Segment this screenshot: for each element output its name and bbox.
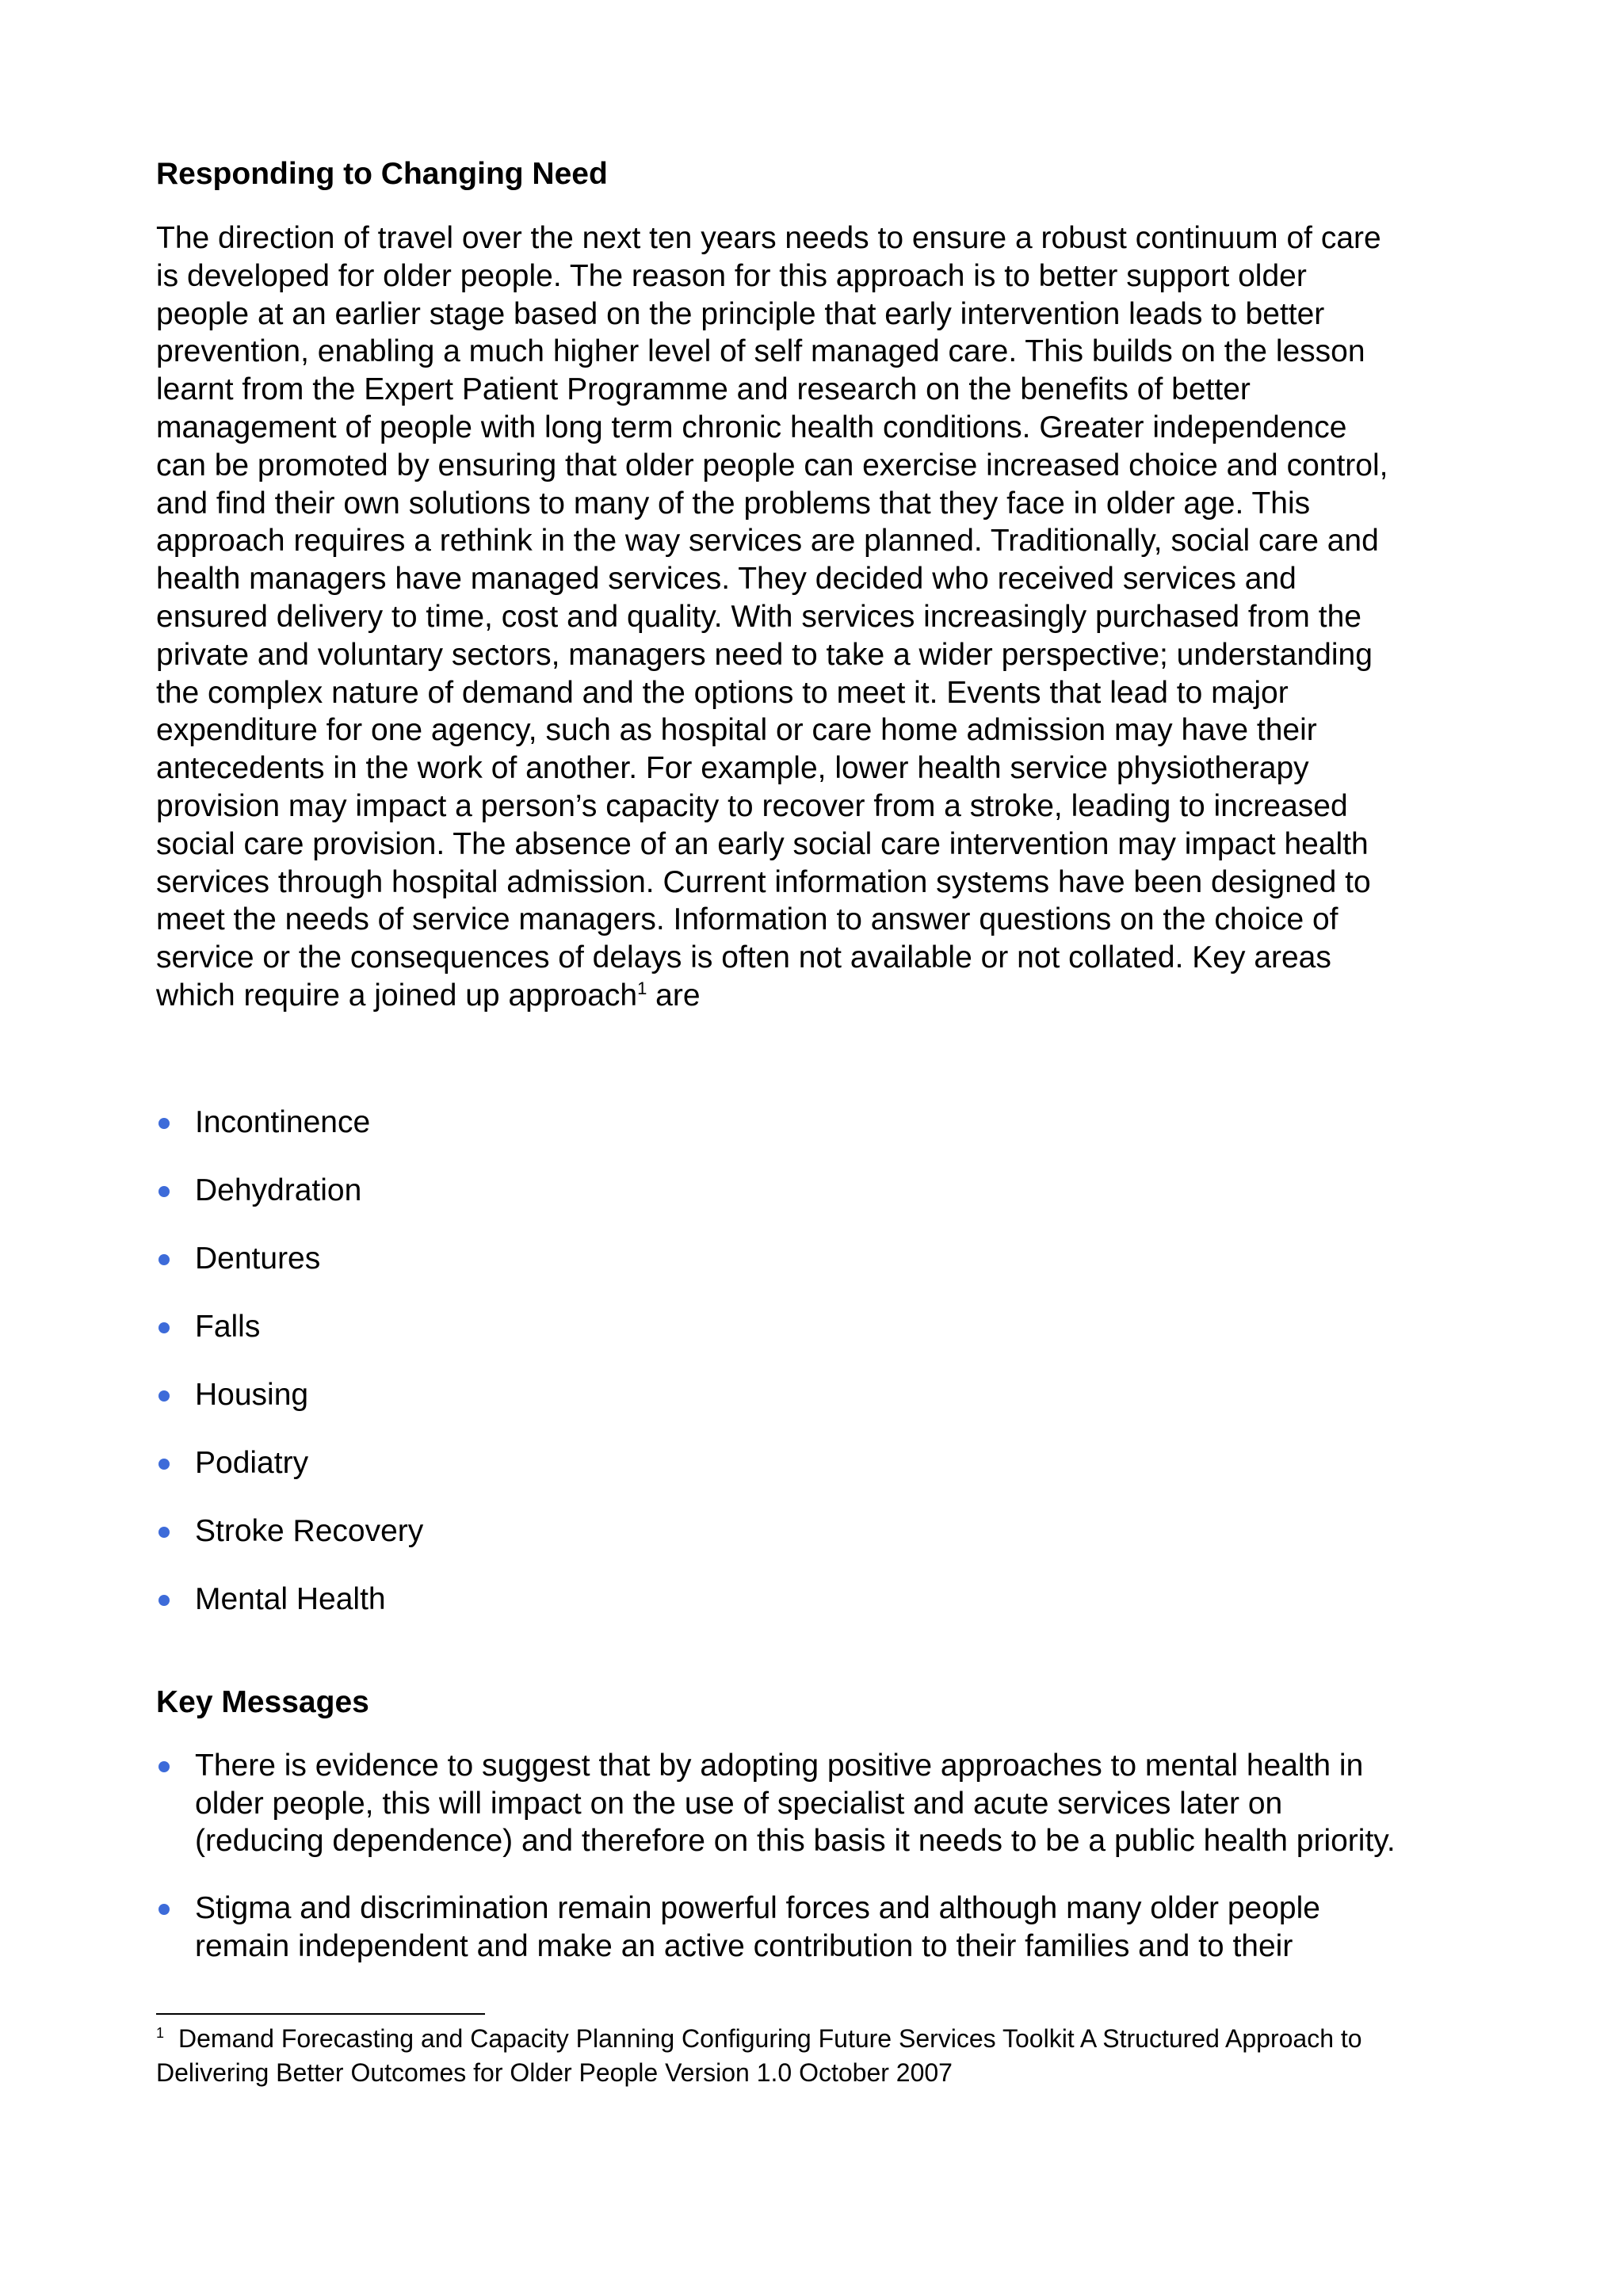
- section-heading-responding: Responding to Changing Need: [156, 157, 608, 191]
- list-item-text: Mental Health: [195, 1581, 386, 1616]
- list-item: [156, 1747, 1487, 1860]
- list-item: [156, 1104, 1487, 1142]
- list-item: [156, 1890, 1487, 1966]
- bullet-icon: [158, 1118, 170, 1129]
- paragraph-end-text: are: [647, 978, 701, 1013]
- bullet-icon: [158, 1186, 170, 1197]
- bullet-icon: [158, 1527, 170, 1538]
- bullet-icon: [158, 1459, 170, 1470]
- list-item: [156, 1172, 1487, 1210]
- list-item: [156, 1444, 1487, 1482]
- list-item-text: Incontinence: [195, 1104, 371, 1139]
- list-item-text: Stigma and discrimination remain powerful forces and although many older people remain independent and make an active contribution to their families and to their: [195, 1891, 1320, 1963]
- footnote-text: Demand Forecasting and Capacity Planning Configuring Future Services Toolkit A Structured Approach to Delivering Better Outcomes for Older People Version 1.0 October 2007: [156, 2024, 1362, 2087]
- key-areas-list: [156, 1104, 1487, 1619]
- bullet-icon: [158, 1322, 170, 1333]
- footnote-separator: [156, 2013, 485, 2015]
- bullet-icon: [158, 1390, 170, 1402]
- list-item-text: Housing: [195, 1377, 309, 1412]
- bullet-icon: [158, 1254, 170, 1265]
- page-content: [156, 155, 1487, 1995]
- list-item-text: Falls: [195, 1309, 261, 1344]
- key-messages-list: [156, 1747, 1487, 1966]
- body-paragraph: [156, 219, 1487, 1015]
- list-item-text: There is evidence to suggest that by adopting positive approaches to mental health in older people, this will impact on the use of specialist and acute services later on (reducing dependence) and therefore on this basis it needs to be a public health priority.: [195, 1748, 1396, 1859]
- list-item-text: Dehydration: [195, 1173, 362, 1207]
- list-item: [156, 1240, 1487, 1278]
- bullet-icon: [158, 1904, 170, 1915]
- bullet-icon: [158, 1595, 170, 1606]
- list-item-text: Podiatry: [195, 1445, 309, 1480]
- section-heading-key-messages: Key Messages: [156, 1684, 369, 1719]
- bullet-icon: [158, 1761, 170, 1772]
- paragraph-text: The direction of travel over the next ten years needs to ensure a robust continuum of care is developed for older people. The reason for this approach is to better support older people at an earlier stage based on the principle that early intervention leads to better prevention, enabling a much higher level of self managed care. This builds on the lesson learnt from the Expert Patient Programme and research on the benefits of better management of people with long term chronic health conditions. Greater independence can be promoted by ensuring that older people can exercise increased choice and control, and find their own solutions to many of the problems that they face in older age. This approach requires a rethink in the way services are planned. Traditionally, social care and health managers have managed services. They decided who received services and ensured delivery to time, cost and quality. With services increasingly purchased from the private and voluntary sectors, managers need to take a wider perspective; understanding the complex nature of demand and the options to meet it. Events that lead to major expenditure for one agency, such as hospital or care home admission may have their antecedents in the work of another. For example, lower health service physiotherapy provision may impact a person’s capacity to recover from a stroke, leading to increased social care provision. The absence of an early social care intervention may impact health services through hospital admission. Current information systems have been designed to meet the needs of service managers. Information to answer questions on the choice of service or the consequences of delays is often not available or not collated. Key areas which require a joined up approach: [156, 221, 1388, 1013]
- footnote-marker: 1: [156, 2025, 165, 2042]
- footnote-reference[interactable]: 1: [637, 978, 647, 998]
- list-item: [156, 1376, 1487, 1414]
- list-item-text: Dentures: [195, 1241, 321, 1276]
- list-item: [156, 1308, 1487, 1346]
- list-item: [156, 1581, 1487, 1619]
- list-item-text: Stroke Recovery: [195, 1513, 424, 1548]
- footnote: [156, 2022, 1503, 2090]
- list-item: [156, 1512, 1487, 1550]
